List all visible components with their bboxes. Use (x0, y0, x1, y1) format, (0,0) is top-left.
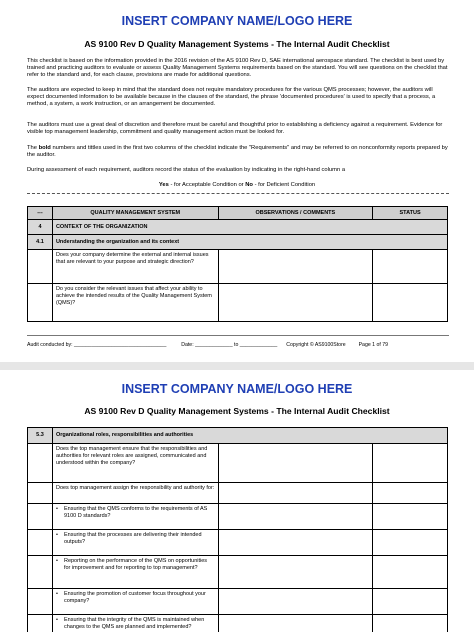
clause-title: Organizational roles, responsibilities and authorities (52, 428, 447, 444)
intro-paragraph: This checklist is based on the information provided in the 2016 revision of the AS 9100 Rev D, SAE international aerospace standard. The checklist is best used by trained and practicing auditors to evaluate or assess Quality Management Systems requirements based on the standard. You will see questions on the checklist that refer to the standard and, for each clause, provisions are made for additional questions. (27, 58, 448, 79)
header-observations: OBSERVATIONS / COMMENTS (218, 207, 373, 220)
requirements-pre: The (27, 145, 39, 151)
table-row (28, 589, 448, 615)
requirements-post: numbers and tittles used in the first two columns of the checklist indicate the "Requirements" and may be referred to on nonconformity reports prepared by the auditor. (27, 145, 448, 159)
table-row (28, 504, 448, 530)
table-row (28, 556, 448, 589)
footer-page-number: Page 1 of 79 (358, 342, 389, 348)
page-footer (27, 342, 449, 348)
header-status: STATUS (373, 207, 448, 220)
section-title: CONTEXT OF THE ORGANIZATION (52, 220, 447, 235)
question-text: Does the top management ensure that the responsibilities and authorities for relevant roles are assigned, communicated and understood within the company? (52, 444, 218, 483)
observations-cell[interactable] (218, 444, 373, 483)
header-qms: QUALITY MANAGEMENT SYSTEM (52, 207, 218, 220)
status-cell[interactable] (373, 556, 448, 589)
observations-cell[interactable] (218, 589, 373, 615)
requirements-paragraph (27, 145, 449, 159)
table-row (28, 284, 448, 322)
bullet-mark: • (55, 591, 58, 597)
legend-yes: Yes (158, 182, 169, 188)
status-cell[interactable] (373, 250, 448, 284)
document-title: AS 9100 Rev D Quality Management Systems - The Internal Audit Checklist (84, 39, 390, 49)
document-page-2 (0, 370, 474, 632)
question-text: Does your company determine the external and internal issues that are relevant to your purpose and strategic direction? (52, 250, 218, 284)
table-row (28, 483, 448, 504)
clause-title: Understanding the organization and its context (52, 235, 447, 250)
legend-yes-desc: - for Acceptable Condition or (168, 182, 246, 188)
table-row (28, 615, 448, 632)
status-legend (0, 182, 474, 188)
company-logo-placeholder: INSERT COMPANY NAME/LOGO HERE (121, 14, 353, 28)
section-divider (27, 193, 449, 194)
requirements-bold: bold (38, 145, 51, 151)
bullet-text: Reporting on the performance of the QMS on opportunities for improvement and for reporting to top management? (63, 558, 208, 571)
list-item (56, 617, 215, 631)
list-item (56, 506, 215, 520)
question-text: Do you consider the relevant issues that affect your ability to achieve the intended results of the Quality Management System (QMS)? (52, 284, 218, 322)
footer-copyright: Copyright © AS9100Store (286, 342, 346, 348)
status-cell[interactable] (373, 530, 448, 556)
header-dash: --- (28, 207, 53, 220)
bullet-mark: • (55, 617, 58, 623)
observations-cell[interactable] (218, 615, 373, 632)
observations-cell[interactable] (218, 483, 373, 504)
observations-cell[interactable] (218, 284, 373, 322)
status-cell[interactable] (373, 284, 448, 322)
footer-divider (27, 335, 449, 336)
legend-no: No (245, 182, 253, 188)
table-row (28, 444, 448, 483)
question-text: Does top management assign the responsibility and authority for: (52, 483, 218, 504)
discretion-paragraph: The auditors must use a great deal of discretion and therefore must be careful and thoughtful prior to establishing a deficiency against a requirement. Evidence for visible top management leadership, commitment and quality management action must be looked for. (27, 122, 443, 136)
list-item (56, 532, 215, 546)
bullet-text: Ensuring that the integrity of the QMS is maintained when changes to the QMS are planned and implemented? (63, 617, 205, 630)
checklist-table (27, 427, 448, 632)
document-title: AS 9100 Rev D Quality Management Systems - The Internal Audit Checklist (84, 406, 390, 416)
page-separator (0, 362, 474, 370)
observations-cell[interactable] (218, 556, 373, 589)
clause-number: 5.3 (28, 428, 53, 444)
footer-date: Date: _____________ to _____________ (181, 342, 278, 348)
company-logo-placeholder: INSERT COMPANY NAME/LOGO HERE (121, 382, 353, 396)
assessment-paragraph: During assessment of each requirement, auditors record the status of the evaluation by indicating in the right-hand column a (27, 167, 346, 173)
bullet-text: Ensuring that the QMS conforms to the requirements of AS 9100 D standards? (63, 506, 208, 519)
checklist-table (27, 206, 448, 322)
footer-audit-by: Audit conducted by: ________________________________ (27, 342, 167, 348)
table-row (28, 530, 448, 556)
status-cell[interactable] (373, 444, 448, 483)
legend-no-desc: - for Deficient Condition (252, 182, 316, 188)
status-cell[interactable] (373, 483, 448, 504)
observations-cell[interactable] (218, 504, 373, 530)
list-item (56, 591, 215, 605)
bullet-mark: • (55, 532, 58, 538)
bullet-mark: • (55, 558, 58, 564)
observations-cell[interactable] (218, 530, 373, 556)
bullet-text: Ensuring the promotion of customer focus throughout your company? (63, 591, 206, 604)
bullet-text: Ensuring that the processes are delivering their intended outputs? (63, 532, 202, 545)
status-cell[interactable] (373, 504, 448, 530)
observations-cell[interactable] (218, 250, 373, 284)
clause-number: 4.1 (28, 235, 53, 250)
auditor-expectations-paragraph: The auditors are expected to keep in mind that the standard does not require mandatory procedures for the various QMS processes; however, the auditors will expect documented information to be available because in the clauses of the standard, the phrase 'documented procedures' is used to specify that a process, a method, a system, a work instruction, or an arrangement be documented. (27, 87, 436, 108)
status-cell[interactable] (373, 589, 448, 615)
bullet-mark: • (55, 506, 58, 512)
list-item (56, 558, 215, 572)
table-row (28, 250, 448, 284)
section-number: 4 (28, 220, 53, 235)
status-cell[interactable] (373, 615, 448, 632)
